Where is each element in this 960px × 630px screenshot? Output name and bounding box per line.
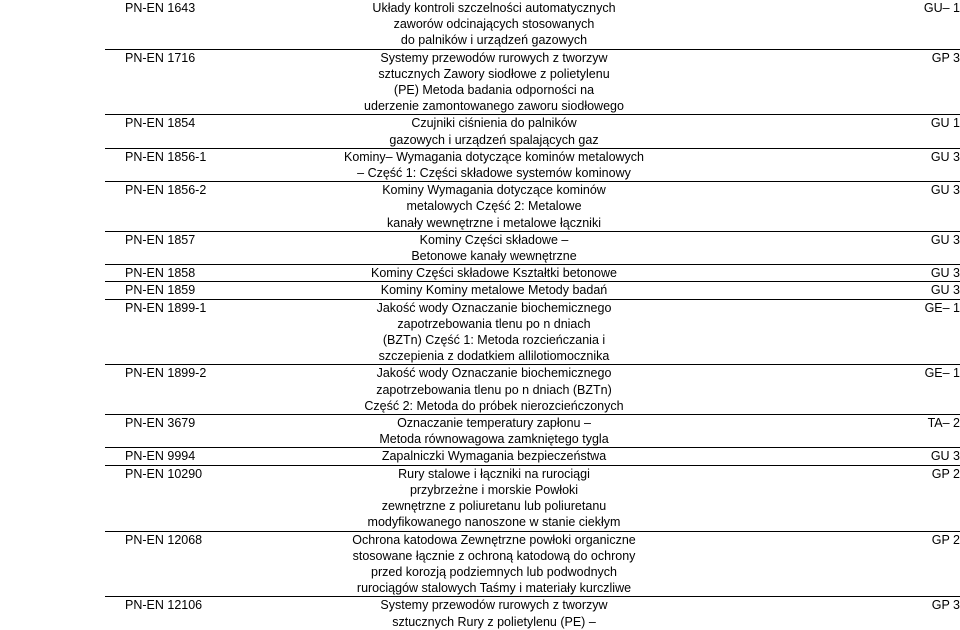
standard-title-line: Zapalniczki Wymagania bezpieczeństwa bbox=[381, 449, 607, 464]
standard-code: GU 3 bbox=[930, 449, 960, 464]
table-row bbox=[105, 365, 960, 415]
standard-number: PN-EN 12106 bbox=[125, 598, 203, 613]
standard-code: GU– 1 bbox=[923, 1, 960, 15]
table-row bbox=[105, 182, 960, 232]
standard-number: PN-EN 1899-2 bbox=[125, 366, 207, 381]
standard-title bbox=[338, 531, 650, 597]
standard-title bbox=[338, 448, 650, 465]
standard-title-line: (BZTn) Część 1: Metoda rozcieńczania i bbox=[382, 333, 606, 348]
standard-title bbox=[338, 597, 650, 630]
standard-title-line: Rury stalowe i łączniki na rurociągi bbox=[398, 466, 590, 481]
standard-number: PN-EN 10290 bbox=[125, 466, 203, 481]
standard-title bbox=[338, 231, 650, 264]
standard-title-line: metalowych Część 2: Metalowe bbox=[406, 199, 582, 214]
standard-title-line: Kominy Części składowe – bbox=[419, 232, 569, 247]
standard-code: GE– 1 bbox=[924, 300, 960, 315]
standard-code: TA– 2 bbox=[927, 416, 960, 431]
table-row bbox=[105, 531, 960, 597]
standard-title-line: Układy kontroli szczelności automatycznych bbox=[372, 1, 616, 15]
table-row bbox=[105, 49, 960, 115]
standard-title-line: sztucznych Zawory siodłowe z polietylenu bbox=[378, 66, 610, 81]
table-row bbox=[105, 299, 960, 365]
table-row bbox=[105, 115, 960, 148]
standard-title-line: Kominy Kominy metalowe Metody badań bbox=[380, 283, 608, 298]
standard-title-line: modyfikowanego nanoszone w stanie ciekłym bbox=[367, 515, 621, 530]
standard-number: PN-EN 1643 bbox=[125, 1, 196, 15]
table-row bbox=[105, 231, 960, 264]
standard-title-line: (PE) Metoda badania odporności na bbox=[393, 83, 595, 98]
standard-title-line: Ochrona katodowa Zewnętrzne powłoki organiczne bbox=[352, 532, 636, 547]
standard-code: GP 2 bbox=[931, 532, 960, 547]
standard-title-line: uderzenie zamontowanego zaworu siodłowego bbox=[364, 99, 624, 114]
standard-title-line: Betonowe kanały wewnętrzne bbox=[411, 249, 577, 264]
standard-number: PN-EN 1856-2 bbox=[125, 183, 207, 198]
standard-title-line: do palników i urządzeń gazowych bbox=[400, 33, 588, 48]
table-row bbox=[105, 282, 960, 299]
standard-title bbox=[338, 415, 650, 448]
table-row bbox=[105, 265, 960, 282]
table-row bbox=[105, 597, 960, 630]
standard-code: GE– 1 bbox=[924, 366, 960, 381]
standard-title-line: Metoda równowagowa zamkniętego tygla bbox=[379, 432, 609, 447]
standard-title-line: – Część 1: Części składowe systemów kominowy bbox=[357, 166, 631, 181]
standard-number: PN-EN 1856-1 bbox=[125, 149, 207, 164]
standard-number: PN-EN 1859 bbox=[125, 283, 196, 298]
standard-title-line: Jakość wody Oznaczanie biochemicznego bbox=[376, 366, 612, 381]
standard-title-line: Kominy Części składowe Kształtki betonowe bbox=[371, 266, 617, 281]
standard-title bbox=[338, 115, 650, 148]
standard-title-line: Systemy przewodów rurowych z tworzyw bbox=[380, 50, 608, 65]
standard-title bbox=[338, 148, 650, 181]
standard-code: GU 3 bbox=[930, 266, 960, 281]
standard-code: GU 3 bbox=[930, 183, 960, 198]
standard-number: PN-EN 1858 bbox=[125, 266, 196, 281]
standards-table bbox=[105, 0, 960, 630]
standard-title-line: szczepienia z dodatkiem allilotiomocznika bbox=[378, 349, 610, 364]
standard-title-line: Kominy– Wymagania dotyczące kominów metalowych bbox=[343, 149, 644, 164]
standard-title-line: Oznaczanie temperatury zapłonu – bbox=[397, 416, 591, 431]
standard-number: PN-EN 3679 bbox=[125, 416, 196, 431]
standard-title-line: rurociągów stalowych Taśmy i materiały kurczliwe bbox=[356, 581, 632, 596]
standard-title bbox=[338, 465, 650, 531]
standard-title-line: Czujniki ciśnienia do palników bbox=[411, 116, 577, 131]
standard-number: PN-EN 1899-1 bbox=[125, 300, 207, 315]
standard-title-line: kanały wewnętrzne i metalowe łączniki bbox=[387, 215, 601, 230]
standard-code: GU 1 bbox=[930, 116, 960, 131]
table-row bbox=[105, 448, 960, 465]
standard-title-line: zapotrzebowania tlenu po n dniach bbox=[397, 316, 591, 331]
standard-title-line: zaworów odcinających stosowanych bbox=[393, 17, 595, 32]
standard-number: PN-EN 12068 bbox=[125, 532, 203, 547]
standard-code: GP 3 bbox=[931, 50, 960, 65]
standard-code: GP 3 bbox=[931, 598, 960, 613]
standard-number: PN-EN 1854 bbox=[125, 116, 196, 131]
standard-title bbox=[338, 299, 650, 365]
standard-title-line: przybrzeżne i morskie Powłoki bbox=[409, 482, 579, 497]
standard-code: GU 3 bbox=[930, 232, 960, 247]
standard-code: GU 3 bbox=[930, 283, 960, 298]
standard-code: GP 2 bbox=[931, 466, 960, 481]
standard-title-line: przed korozją podziemnych lub podwodnych bbox=[371, 564, 617, 579]
standard-title bbox=[338, 0, 650, 49]
standard-title-line: stosowane łącznie z ochroną katodową do ochrony bbox=[352, 548, 636, 563]
table-row bbox=[105, 148, 960, 181]
standard-title bbox=[338, 265, 650, 282]
standard-title bbox=[338, 182, 650, 232]
standard-number: PN-EN 1716 bbox=[125, 50, 196, 65]
table-row bbox=[105, 465, 960, 531]
standard-code: GU 3 bbox=[930, 149, 960, 164]
standard-title-line: zewnętrzne z poliuretanu lub poliuretanu bbox=[381, 499, 607, 514]
standard-title-line: Systemy przewodów rurowych z tworzyw bbox=[380, 598, 608, 613]
standard-title-line: Jakość wody Oznaczanie biochemicznego bbox=[376, 300, 612, 315]
standard-number: PN-EN 9994 bbox=[125, 449, 196, 464]
standard-title-line: Część 2: Metoda do próbek nierozcieńczonych bbox=[364, 398, 624, 413]
standard-number: PN-EN 1857 bbox=[125, 232, 196, 247]
standards-table-body bbox=[105, 0, 960, 630]
standard-title-line: Kominy Wymagania dotyczące kominów bbox=[382, 183, 606, 198]
table-row bbox=[105, 0, 960, 49]
standard-title-line: zapotrzebowania tlenu po n dniach (BZTn) bbox=[376, 382, 612, 397]
standard-title bbox=[338, 49, 650, 115]
table-row bbox=[105, 415, 960, 448]
standard-title bbox=[338, 365, 650, 415]
standard-title-line: gazowych i urządzeń spalających gaz bbox=[389, 132, 599, 147]
standard-title bbox=[338, 282, 650, 299]
standard-title-line: sztucznych Rury z polietylenu (PE) – bbox=[392, 614, 596, 629]
